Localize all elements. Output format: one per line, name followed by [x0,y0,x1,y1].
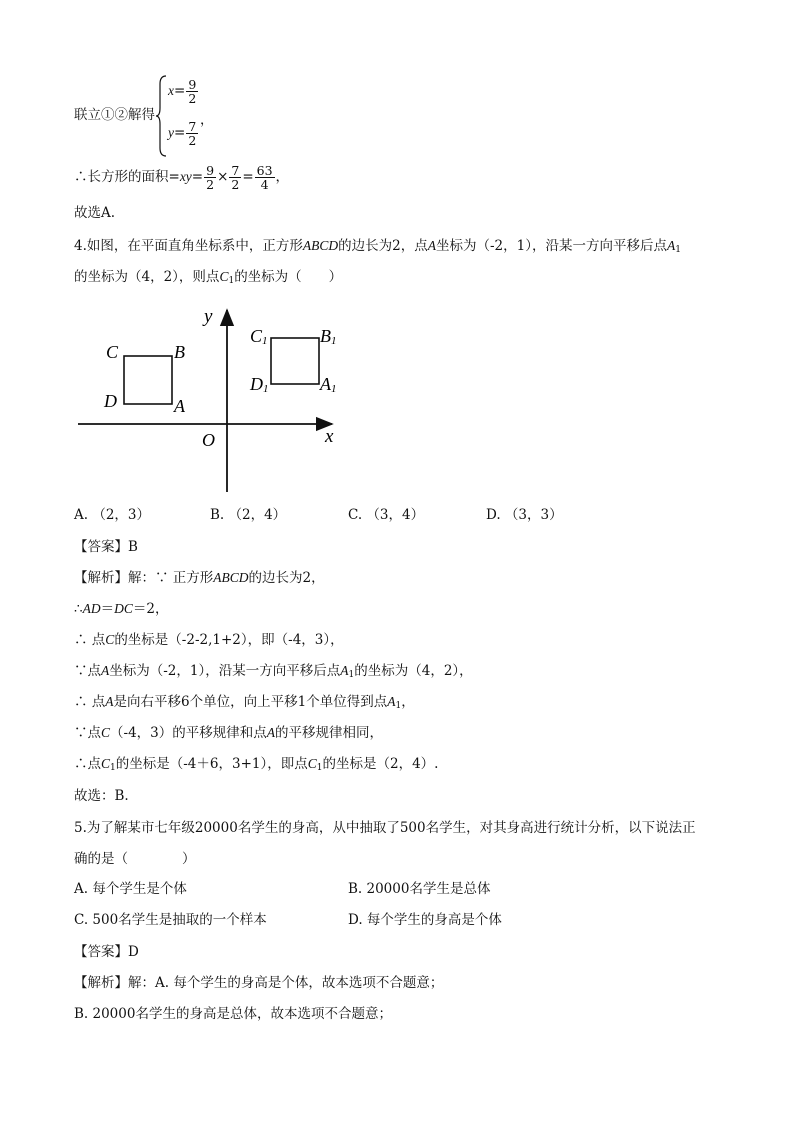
label-D: D [104,391,117,411]
solve-suffix: ， [200,112,214,128]
q4-option-c: C. （3，4） [348,507,425,523]
q5-option-a: A. 每个学生是个体 [74,881,187,897]
label-B: B [174,342,185,362]
y-fraction: $\frac{7}{2}$ [188,119,197,148]
area-fraction-3: $\frac{63}{4}$ [256,163,273,192]
q4-analysis-3: ∴ 点C的坐标是（-2-2,1+2），即（-4，3）， [74,632,344,648]
q4-line-1: 4.如图，在平面直角坐标系中，正方形ABCD的边长为2，点A坐标为（-2，1），沿某一方向平移后点$A_1$ [74,238,681,255]
left-brace [156,74,168,158]
q4-analysis-6: ∵点C（-4，3）的平移规律和点A的平移规律相同， [74,725,384,741]
q4-analysis-5: ∴ 点A是向右平移6个单位，向上平移1个单位得到点$A_1$， [74,694,415,711]
q4-analysis-8: 故选：B. [74,788,129,804]
area-fraction-1: $\frac{9}{2}$ [206,163,215,192]
q5-analysis-1: 【解析】解：A. 每个学生的身高是个体，故本选项不合题意； [74,975,444,991]
q4-option-d: D. （3，3） [486,507,563,523]
q4-analysis-7: ∴点$C_1$的坐标是（-4＋6，3+1），即点$C_1$的坐标是（2，4）. [74,756,439,773]
choose-a-line: 故选A. [74,205,116,221]
q5-option-c: C. 500名学生是抽取的一个样本 [74,912,267,928]
q5-option-d: D. 每个学生的身高是个体 [348,912,502,928]
label-A1: A1 [320,374,337,395]
label-A: A [174,396,185,416]
q5-line-1: 5.为了解某市七年级20000名学生的身高，从中抽取了500名学生，对其身高进行统计分析，以下说法正 [74,820,696,836]
x-fraction: $\frac{9}{2}$ [188,77,197,106]
square-a1b1c1d1 [271,338,319,384]
area-fraction-2: $\frac{7}{2}$ [231,163,240,192]
y-axis-label: y [204,306,213,327]
q4-answer: 【答案】B [74,539,138,555]
square-abcd [124,356,172,404]
q4-option-b: B. （2，4） [210,507,287,523]
q5-analysis-2: B. 20000名学生的身高是总体，故本选项不合题意； [74,1006,392,1022]
q4-option-a: A. （2，3） [74,507,151,523]
solve-prefix: 联立①②解得 [74,107,155,123]
y-equation: y= $\frac{7}{2}$ [168,119,197,148]
area-line: ∴长方形的面积=xy= $\frac{9}{2}$ × $\frac{7}{2}$ = $\frac{63}{4}$ ， [74,163,290,192]
q5-option-b: B. 20000名学生是总体 [348,881,491,897]
q5-line-2: 确的是（ ） [74,851,196,867]
label-C: C [106,342,119,362]
q4-analysis-1: 【解析】解：∵ 正方形ABCD的边长为2， [74,570,325,586]
label-B1: B1 [320,326,337,347]
origin-label: O [202,430,215,450]
label-D1: D1 [250,374,269,395]
q4-analysis-2: ∴AD＝DC＝2， [74,601,169,617]
q4-line-2: 的坐标为（4，2），则点$C_1$的坐标为（ ） [74,269,343,286]
q5-answer: 【答案】D [74,944,139,960]
x-equation: x= $\frac{9}{2}$ [168,77,197,106]
q4-analysis-4: ∵点A坐标为（-2，1），沿某一方向平移后点$A_1$的坐标为（4，2）， [74,663,473,680]
x-axis-label: x [325,426,334,447]
coordinate-figure [70,300,370,500]
label-C1: C1 [250,326,268,347]
